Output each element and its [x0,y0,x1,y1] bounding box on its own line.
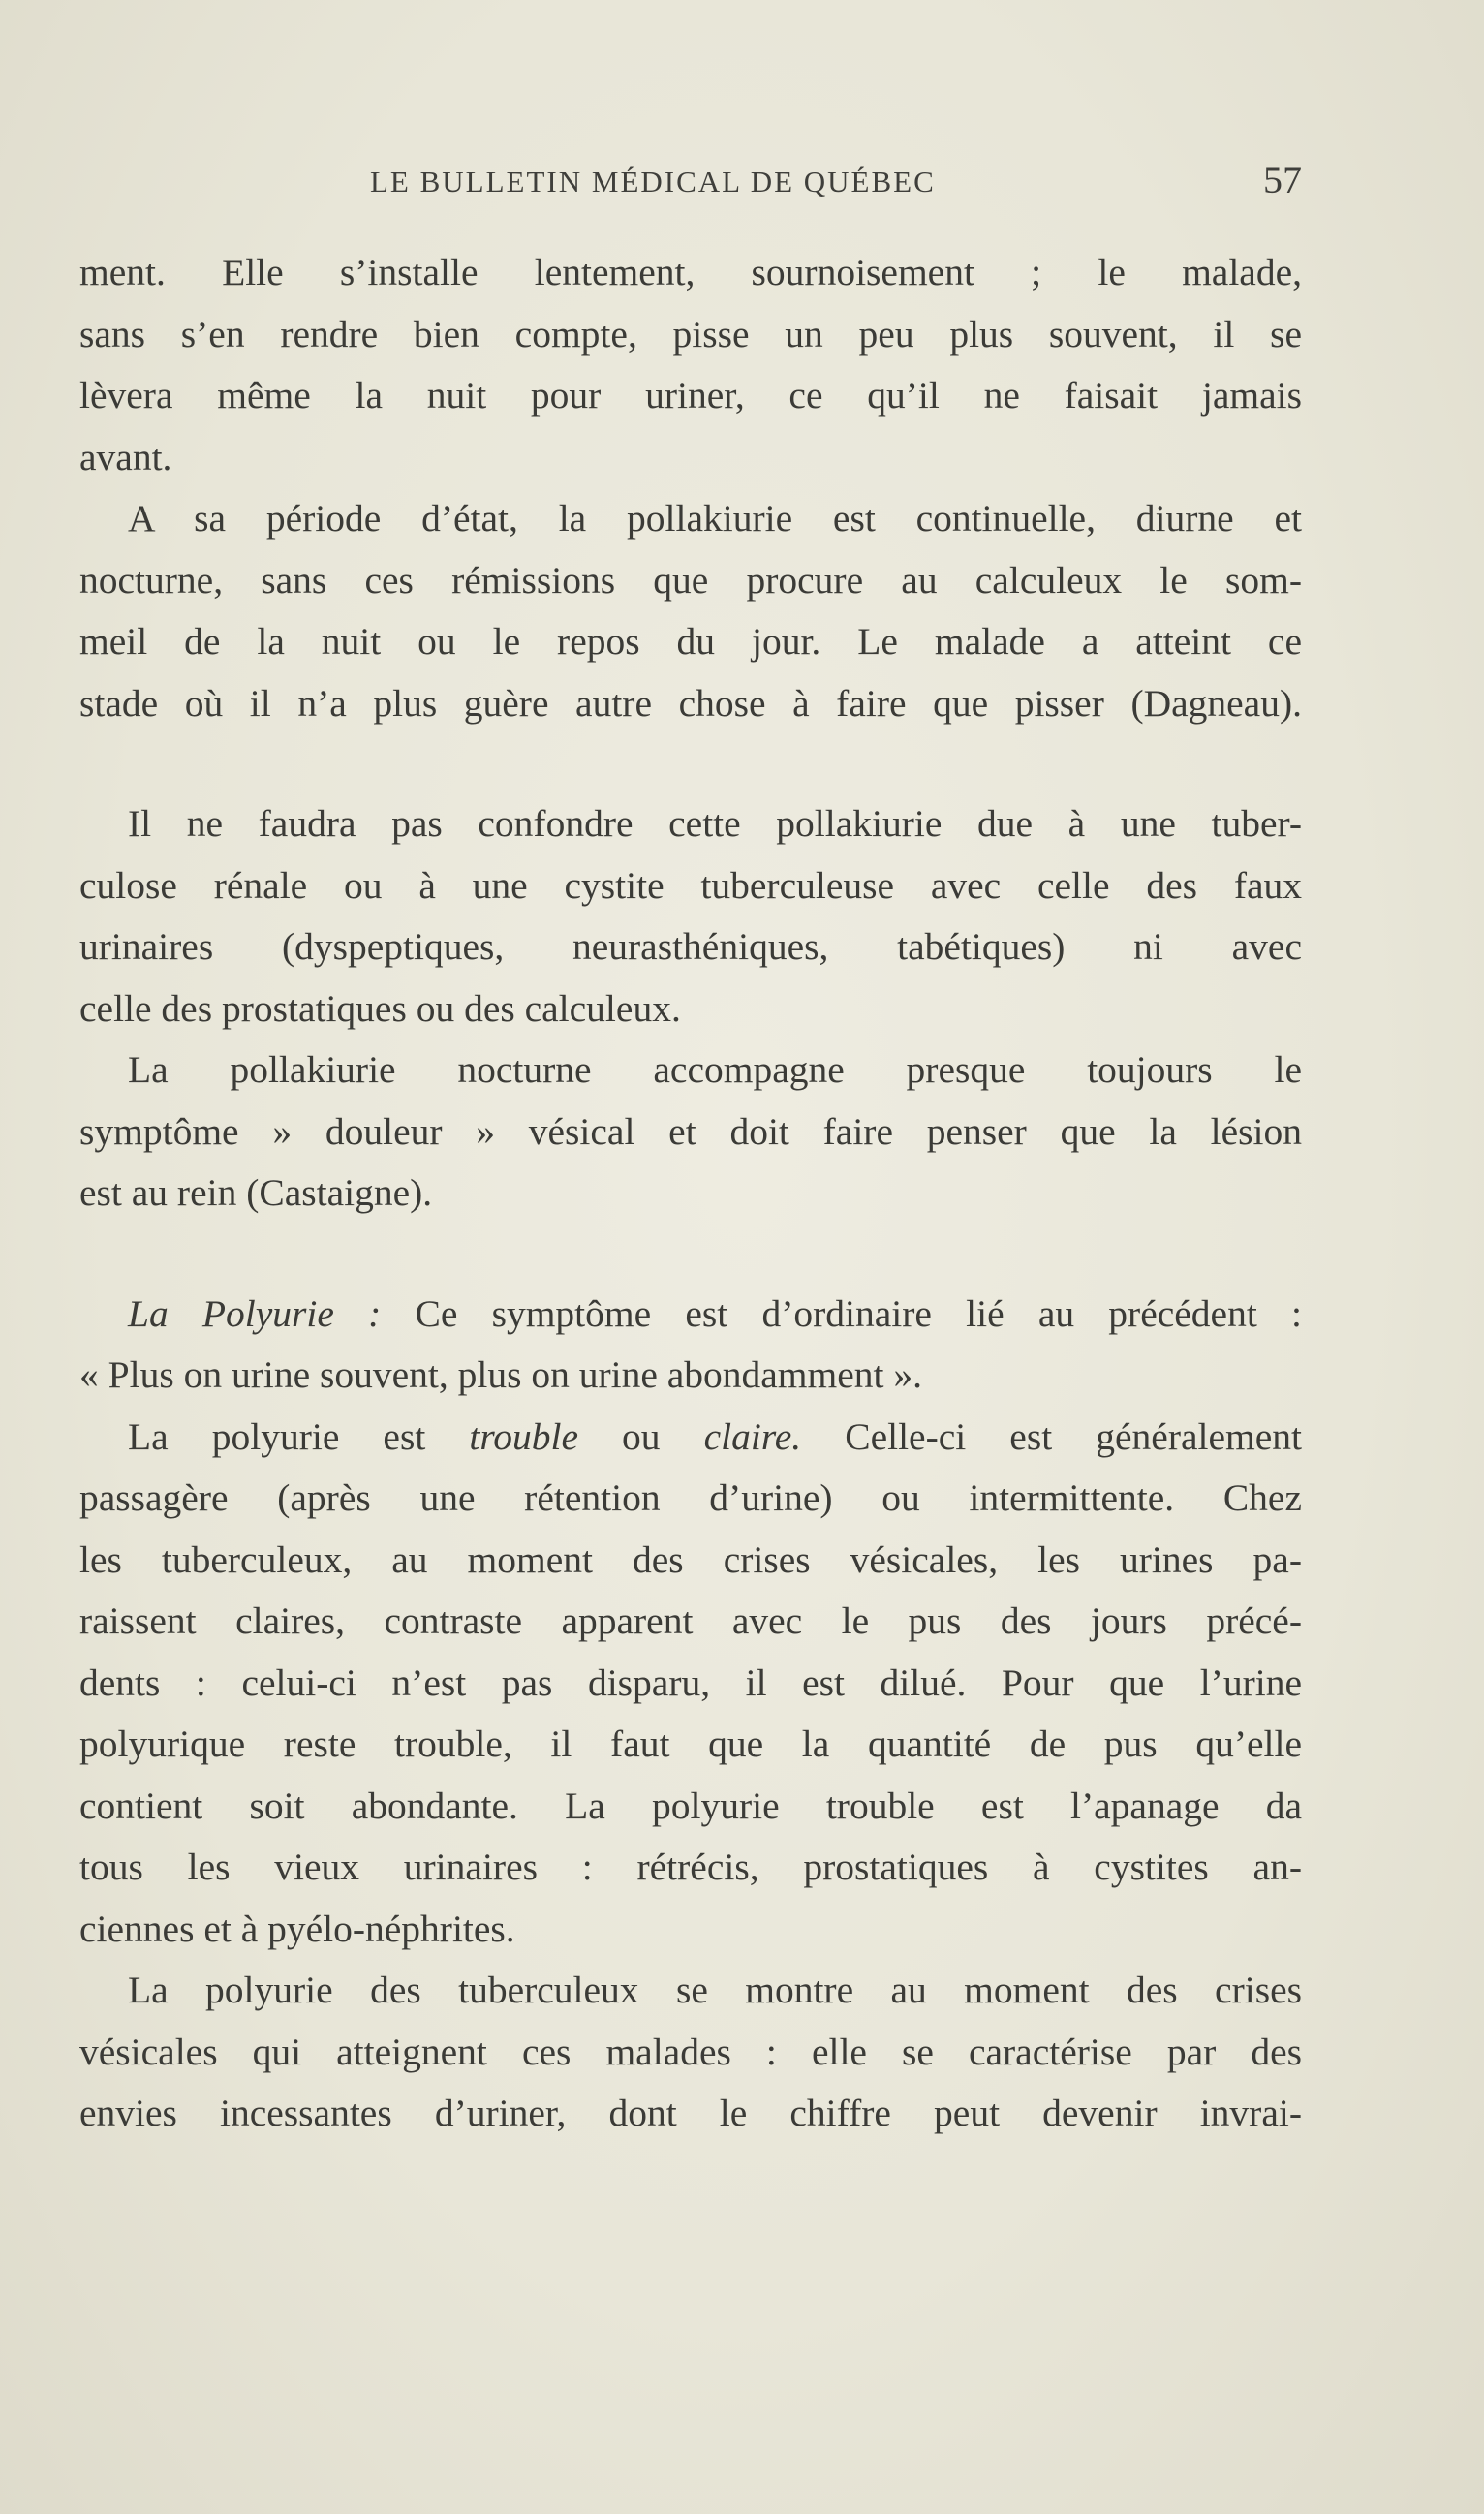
text-line: « Plus on urine souvent, plus on urine abondamment ». [79,1353,923,1396]
text-line [79,1407,1302,1469]
text-line: urinaires (dyspeptiques, neurasthéniques, tabétiques) ni avec [79,925,1302,968]
text-line: est au rein (Castaigne). [79,1171,433,1214]
text-line: vésicales qui atteignent ces malades : elle se caractérise par des [79,2030,1302,2073]
text-line: polyurique reste trouble, il faut que la quantité de pus qu’elle [79,1723,1302,1765]
text-line: les tuberculeux, au moment des crises vésicales, les urines pa- [79,1537,1302,1581]
text-line: dents : celui-ci n’est pas disparu, il est dilué. Pour que l’urine [79,1660,1302,1704]
text-line: ment. Elle s’installe lentement, sournoisement ; le malade, [79,251,1302,294]
paragraph [79,793,1302,1040]
italic-term: claire. [703,1414,802,1458]
body-text [79,242,1302,2145]
text-line: meil de la nuit ou le repos du jour. Le malade a atteint ce [79,620,1302,663]
text-line: La pollakiurie nocturne accompagne presque toujours le [128,1048,1302,1091]
running-head [79,153,1302,211]
text-span: Celle-ci est généralement [801,1414,1302,1458]
text-line: nocturne, sans ces rémissions que procure au calculeux le som- [79,558,1302,602]
paragraph [79,488,1302,734]
paragraph [79,1284,1302,1407]
italic-term: trouble [469,1414,578,1458]
text-line: raissent claires, contraste apparent avec le pus des jours précé- [79,1599,1302,1642]
paragraph [79,1407,1302,1961]
text-line: Il ne faudra pas confondre cette pollakiurie due à une tuber- [128,802,1302,845]
text-line: envies incessantes d’uriner, dont le chiffre peut devenir invrai- [79,2092,1302,2134]
text-line: passagère (après une rétention d’urine) ou intermittente. Chez [79,1476,1302,1519]
text-line: tous les vieux urinaires : rétrécis, prostatiques à cystites an- [79,1846,1302,1888]
text-line: sans s’en rendre bien compte, pisse un peu plus souvent, il se [79,312,1302,356]
page-number: 57 [1263,158,1302,202]
section-gap [79,1225,1302,1284]
text-line: ciennes et à pyélo-néphrites. [79,1907,515,1950]
paragraph [79,1960,1302,2145]
text-line: lèvera même la nuit pour uriner, ce qu’il ne faisait jamais [79,374,1302,417]
running-title: LE BULLETIN MÉDICAL DE QUÉBEC [370,165,936,199]
paragraph [79,1040,1302,1225]
text-line [79,1284,1302,1346]
text-line: culose rénale ou à une cystite tuberculeuse avec celle des faux [79,863,1302,907]
text-line: symptôme » douleur » vésical et doit faire penser que la lésion [79,1109,1302,1153]
section-heading: La Polyurie : [128,1291,382,1335]
text-span: La polyurie est [128,1414,470,1458]
section-gap [79,734,1302,793]
text-line: La polyurie des tuberculeux se montre au moment des crises [128,1969,1302,2011]
paragraph [79,242,1302,488]
text-line: avant. [79,435,172,479]
text-line: stade où il n’a plus guère autre chose à faire que pisser (Dagneau). [79,681,1302,725]
text-line: celle des prostatiques ou des calculeux. [79,986,681,1030]
text-line: contient soit abondante. La polyurie trouble est l’apanage da [79,1784,1302,1827]
text-span: ou [578,1414,704,1458]
text-line: A sa période d’état, la pollakiurie est continuelle, diurne et [128,497,1302,540]
text-span: Ce symptôme est d’ordinaire lié au précédent : [381,1291,1302,1335]
